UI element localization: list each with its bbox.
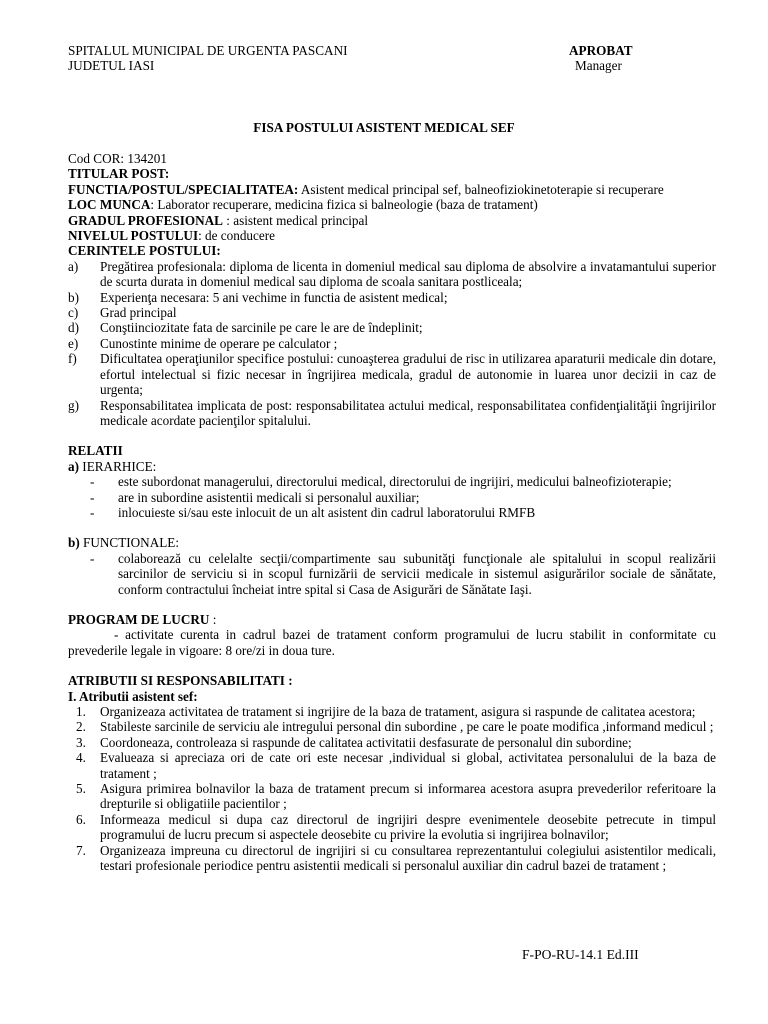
approved-label: APROBAT	[569, 43, 633, 58]
functionale-marker: b)	[68, 535, 80, 551]
list-item: - este subordonat managerului, directorului medical, directorului de ingrijiri, medicului balneofizioterapie;	[90, 474, 672, 490]
program-text: - activitate curenta in cadrul bazei de tratament conform programului de lucru stabilit in conformitate cu prevederile legale in vigoare: 8 ore/zi in doua ture.	[68, 627, 716, 658]
loc-munca-value: : Laborator recuperare, medicina fizica si balneologie (baza de tratament)	[150, 197, 538, 213]
document-title: FISA POSTULUI ASISTENT MEDICAL SEF	[253, 120, 515, 135]
loc-munca-line	[68, 197, 716, 212]
list-item	[68, 336, 716, 351]
list-marker: 1.	[76, 704, 86, 719]
list-item	[68, 812, 716, 843]
form-code: F-PO-RU-14.1 Ed.III	[522, 947, 639, 962]
list-text: colaborează cu celelalte secţii/compartimente sau subunităţi funcţionale ale spitalului in scopul realizării sarcinilor de serviciu si in scopul furnizării de servicii medicale in sistemul asigurărilor sociale de sănătate, conform contractului încheiat intre spital si Casa de Asigurări de Sănătate Iaşi.	[118, 550, 716, 597]
hospital-name: SPITALUL MUNICIPAL DE URGENTA PASCANI	[68, 43, 348, 58]
list-marker: 3.	[76, 734, 86, 750]
titular-post-heading: TITULAR POST:	[68, 166, 170, 182]
nivel-label: NIVELUL POSTULUI	[68, 228, 199, 244]
list-text: Experienţa necesara: 5 ani vechime in functia de asistent medical;	[100, 289, 448, 305]
list-marker: 4.	[76, 750, 86, 766]
list-item	[68, 704, 716, 719]
list-marker: e)	[68, 335, 79, 351]
list-item	[68, 259, 716, 290]
list-marker: b)	[68, 289, 79, 305]
ierarhice-label: IERARHICE:	[79, 458, 157, 474]
atributii-heading: ATRIBUTII SI RESPONSABILITATI :	[68, 673, 293, 689]
nivel-line	[68, 228, 716, 243]
list-item	[68, 843, 716, 874]
job-details	[68, 151, 716, 873]
list-item	[68, 320, 716, 335]
list-text: Pregătirea profesionala: diploma de licenta in domeniul medical sau diploma de absolvire a invatamantului superior de scurta durata in domeniul medical sau diploma de scoala sanitara postliceala;	[100, 258, 716, 290]
functionale-label: FUNCTIONALE:	[79, 535, 180, 551]
list-text: Coordoneaza, controleaza si raspunde de calitatea activitatii desfasurate de personalul din subordine;	[100, 734, 632, 750]
program-heading-line	[68, 612, 716, 627]
list-marker: 2.	[76, 719, 86, 735]
loc-munca-label: LOC MUNCA	[68, 197, 151, 213]
list-text: inlocuieste si/sau este inlocuit de un alt asistent din cadrul laboratorului RMFB	[118, 504, 536, 520]
list-text: are in subordine asistentii medicali si personalul auxiliar;	[118, 489, 420, 505]
list-text: Responsabilitatea implicata de post: responsabilitatea actului medical, responsabilitatea confidenţialităţii îngrijirilor medicale acordate pacienţilor spitalului.	[100, 397, 716, 428]
grad-line	[68, 213, 716, 228]
list-marker: c)	[68, 305, 79, 321]
list-item: - inlocuieste si/sau este inlocuit de un alt asistent din cadrul laboratorului RMFB	[90, 504, 536, 520]
list-item	[68, 781, 716, 812]
cerinte-list	[68, 259, 716, 428]
grad-label: GRADUL PROFESIONAL	[68, 212, 223, 228]
list-marker: 6.	[76, 811, 86, 827]
list-item	[68, 290, 716, 305]
functia-label: FUNCTIA/POSTUL/SPECIALITATEA:	[68, 181, 299, 197]
list-marker: f)	[68, 351, 77, 367]
cod-cor: Cod COR: 134201	[68, 151, 167, 166]
list-item	[68, 750, 716, 781]
list-item: - colaborează cu celelalte secţii/compartimente sau subunităţi funcţionale ale spitalului in scopul realizării sarcinilor de serviciu si in scopul furnizării de servicii medicale in sistemul asigurărilor sociale de sănătate, conform contractului încheiat intre spital si Casa de Asigurări de Sănătate Iaşi.	[90, 550, 716, 597]
grad-value: : asistent medical principal	[222, 212, 369, 228]
list-text: Cunostinte minime de operare pe calculator ;	[100, 335, 338, 351]
list-text: Dificultatea operaţiunilor specifice postului: cunoaşterea gradului de risc in utilizarea aparaturii medicale din dotare, efortul intelectual si fizic necesar in îngrijirea medicala, gradul de autonomie in luarea unor decizii in caz de urgenta;	[100, 351, 716, 398]
atributii-subheading: I. Atributii asistent sef:	[68, 688, 198, 704]
list-text: Asigura primirea bolnavilor la baza de tratament precum si informarea acestora asupra prevederilor referitoare la drepturile si obligatiile pacientilor ;	[100, 781, 716, 812]
ierarhice-line	[68, 459, 716, 474]
list-item	[68, 305, 716, 320]
list-item	[68, 719, 716, 734]
county-name: JUDETUL IASI	[68, 58, 155, 73]
list-marker: 5.	[76, 781, 86, 797]
atributii-list	[68, 704, 716, 873]
functionale-line	[68, 535, 716, 550]
manager-label: Manager	[575, 58, 622, 73]
functia-value: Asistent medical principal sef, balneofiziokinetoterapie si recuperare	[298, 181, 664, 197]
list-item	[68, 735, 716, 750]
list-text: Stabileste sarcinile de serviciu ale intregului personal din subordine , pe care le poate modifica ,informand medicul ;	[100, 719, 714, 735]
list-text: Informeaza medicul si dupa caz directorul de ingrijiri despre evenimentele deosebite petrecute in timpul programului de lucru precum si aspectele deosebite cu privire la evolutia si ingrijirea bolnavilor;	[100, 811, 716, 843]
list-item: - are in subordine asistentii medicali si personalul auxiliar;	[90, 489, 420, 505]
nivel-value: : de conducere	[198, 228, 275, 244]
list-text: Organizeaza activitatea de tratament si ingrijire de la baza de tratament, asigura si raspunde de calitatea acestora;	[100, 704, 696, 719]
list-text: Evalueaza si apreciaza ori de cate ori este necesar ,individual si global, activitatea personalului de la baza de tratament ;	[100, 750, 716, 781]
relatii-heading: RELATII	[68, 443, 123, 459]
list-marker: d)	[68, 320, 79, 336]
list-item	[68, 351, 716, 397]
list-marker: 7.	[76, 842, 86, 858]
list-text: este subordonat managerului, directorului medical, directorului de ingrijiri, medicului balneofizioterapie;	[118, 474, 672, 490]
list-marker: g)	[68, 397, 79, 413]
list-text: Organizeaza impreuna cu directorul de ingrijiri si cu consultarea reprezentantului colegiului asistentilor medicali, testari profesionale periodice pentru asistentii medicali si personalul auxiliar din cadrul bazei de tratament ;	[100, 842, 716, 874]
ierarhice-marker: a)	[68, 458, 79, 474]
functia-line	[68, 182, 716, 197]
list-item	[68, 398, 716, 429]
program-colon: :	[209, 611, 217, 627]
program-heading: PROGRAM DE LUCRU	[68, 611, 210, 627]
cerinte-heading: CERINTELE POSTULUI:	[68, 243, 221, 259]
list-text: Grad principal	[100, 305, 177, 321]
list-text: Conştiinciozitate fata de sarcinile pe care le are de îndeplinit;	[100, 320, 423, 336]
list-marker: a)	[68, 258, 79, 274]
